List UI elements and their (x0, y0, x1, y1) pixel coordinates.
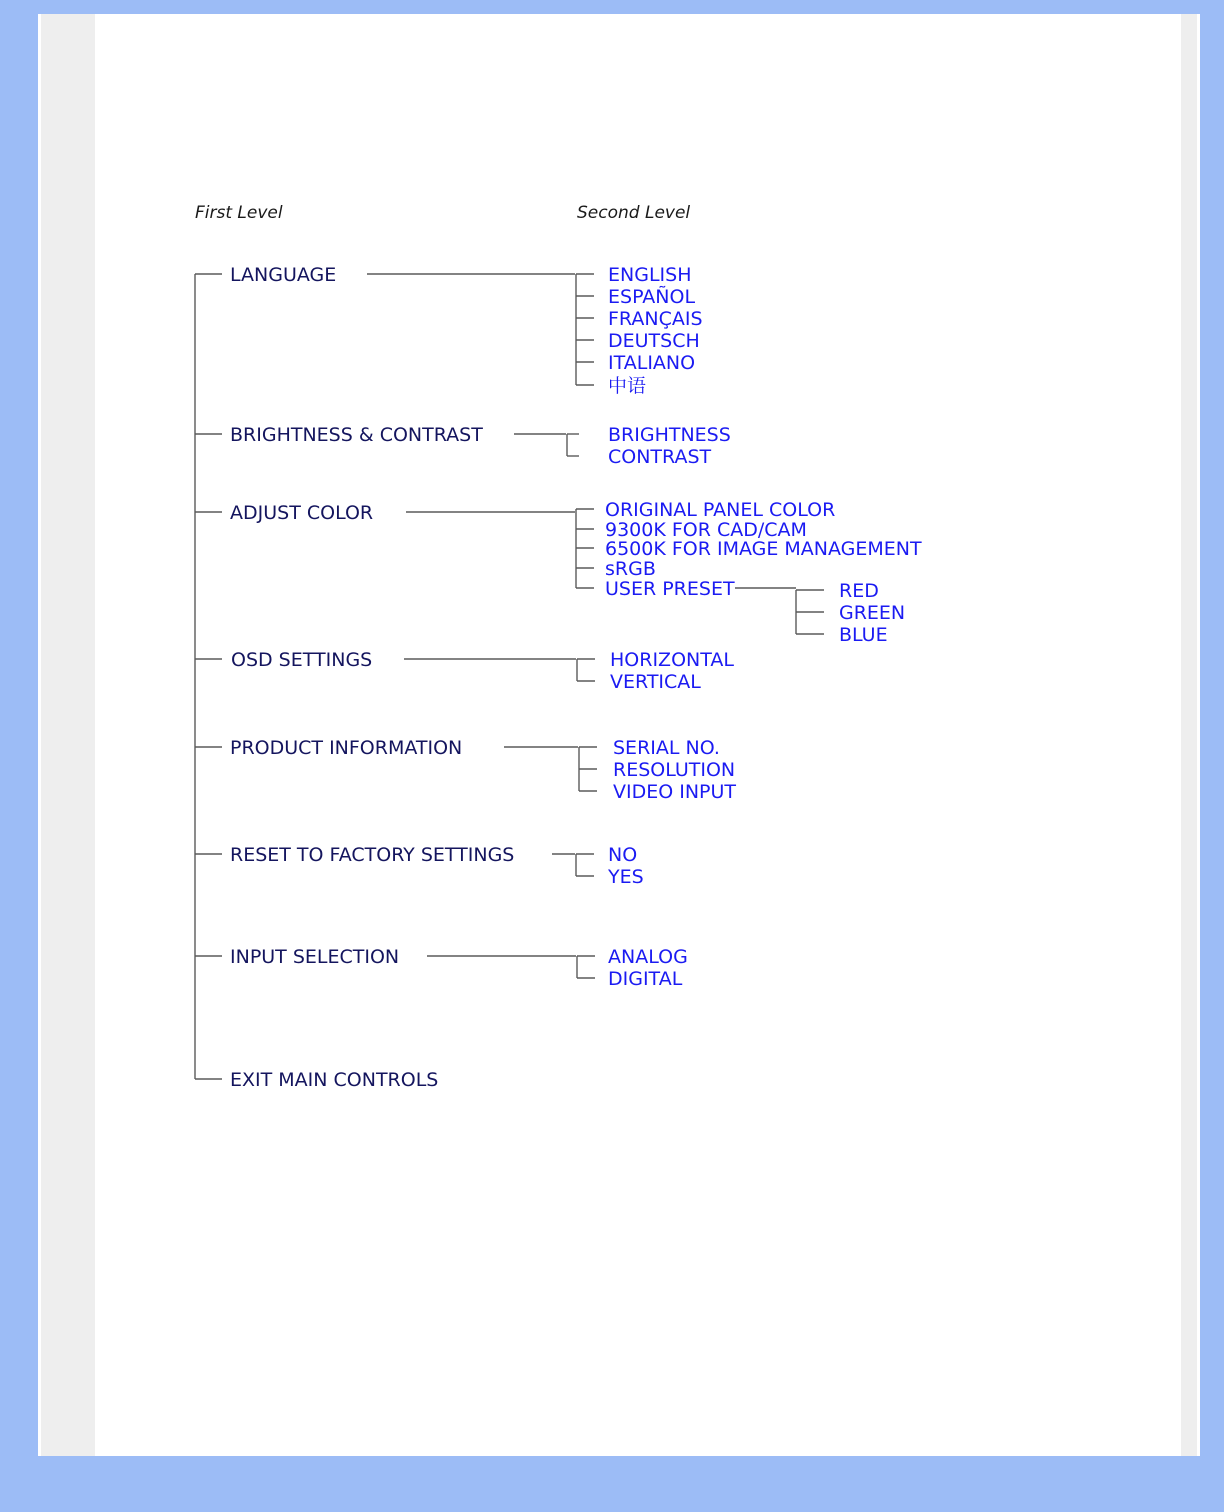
third-level-item: BLUE (839, 624, 888, 646)
first-level-item: ADJUST COLOR (230, 502, 374, 524)
second-level-item: ORIGINAL PANEL COLOR (605, 499, 836, 521)
first-level-item: BRIGHTNESS & CONTRAST (230, 424, 483, 446)
second-level-item: VERTICAL (610, 671, 701, 693)
page-panel (38, 14, 1200, 1456)
header-first-level: First Level (195, 203, 283, 223)
first-level-item: LANGUAGE (230, 264, 337, 286)
first-level-item: OSD SETTINGS (231, 649, 373, 671)
second-level-item: ENGLISH (608, 264, 692, 286)
second-level-item: RESOLUTION (613, 759, 736, 781)
second-level-item: ITALIANO (608, 352, 696, 374)
second-level-item: BRIGHTNESS (608, 424, 731, 446)
second-level-item: ANALOG (608, 946, 688, 968)
second-level-item: CONTRAST (608, 446, 712, 468)
second-level-item: NO (608, 844, 638, 866)
second-level-item: YES (608, 866, 644, 888)
third-level-item: GREEN (839, 602, 906, 624)
menu-tree (195, 264, 922, 1091)
second-level-item: 6500K FOR IMAGE MANAGEMENT (605, 538, 922, 560)
header-second-level: Second Level (577, 203, 691, 223)
first-level-item: PRODUCT INFORMATION (230, 737, 463, 759)
second-level-item: ESPAÑOL (608, 286, 696, 308)
second-level-item: 9300K FOR CAD/CAM (605, 519, 807, 541)
osd-menu-tree-diagram (38, 14, 1200, 1456)
first-level-item: INPUT SELECTION (230, 946, 400, 968)
second-level-item: 中语 (608, 375, 647, 397)
second-level-item: DEUTSCH (608, 330, 700, 352)
second-level-item: SERIAL NO. (613, 737, 720, 759)
second-level-item: VIDEO INPUT (613, 781, 737, 803)
third-level-item: RED (839, 580, 879, 602)
second-level-item: sRGB (605, 558, 656, 580)
second-level-item: HORIZONTAL (610, 649, 734, 671)
second-level-item: FRANÇAIS (608, 308, 703, 330)
second-level-item: USER PRESET (605, 578, 735, 600)
second-level-item: DIGITAL (608, 968, 683, 990)
first-level-item: RESET TO FACTORY SETTINGS (230, 844, 515, 866)
first-level-item: EXIT MAIN CONTROLS (230, 1069, 439, 1091)
